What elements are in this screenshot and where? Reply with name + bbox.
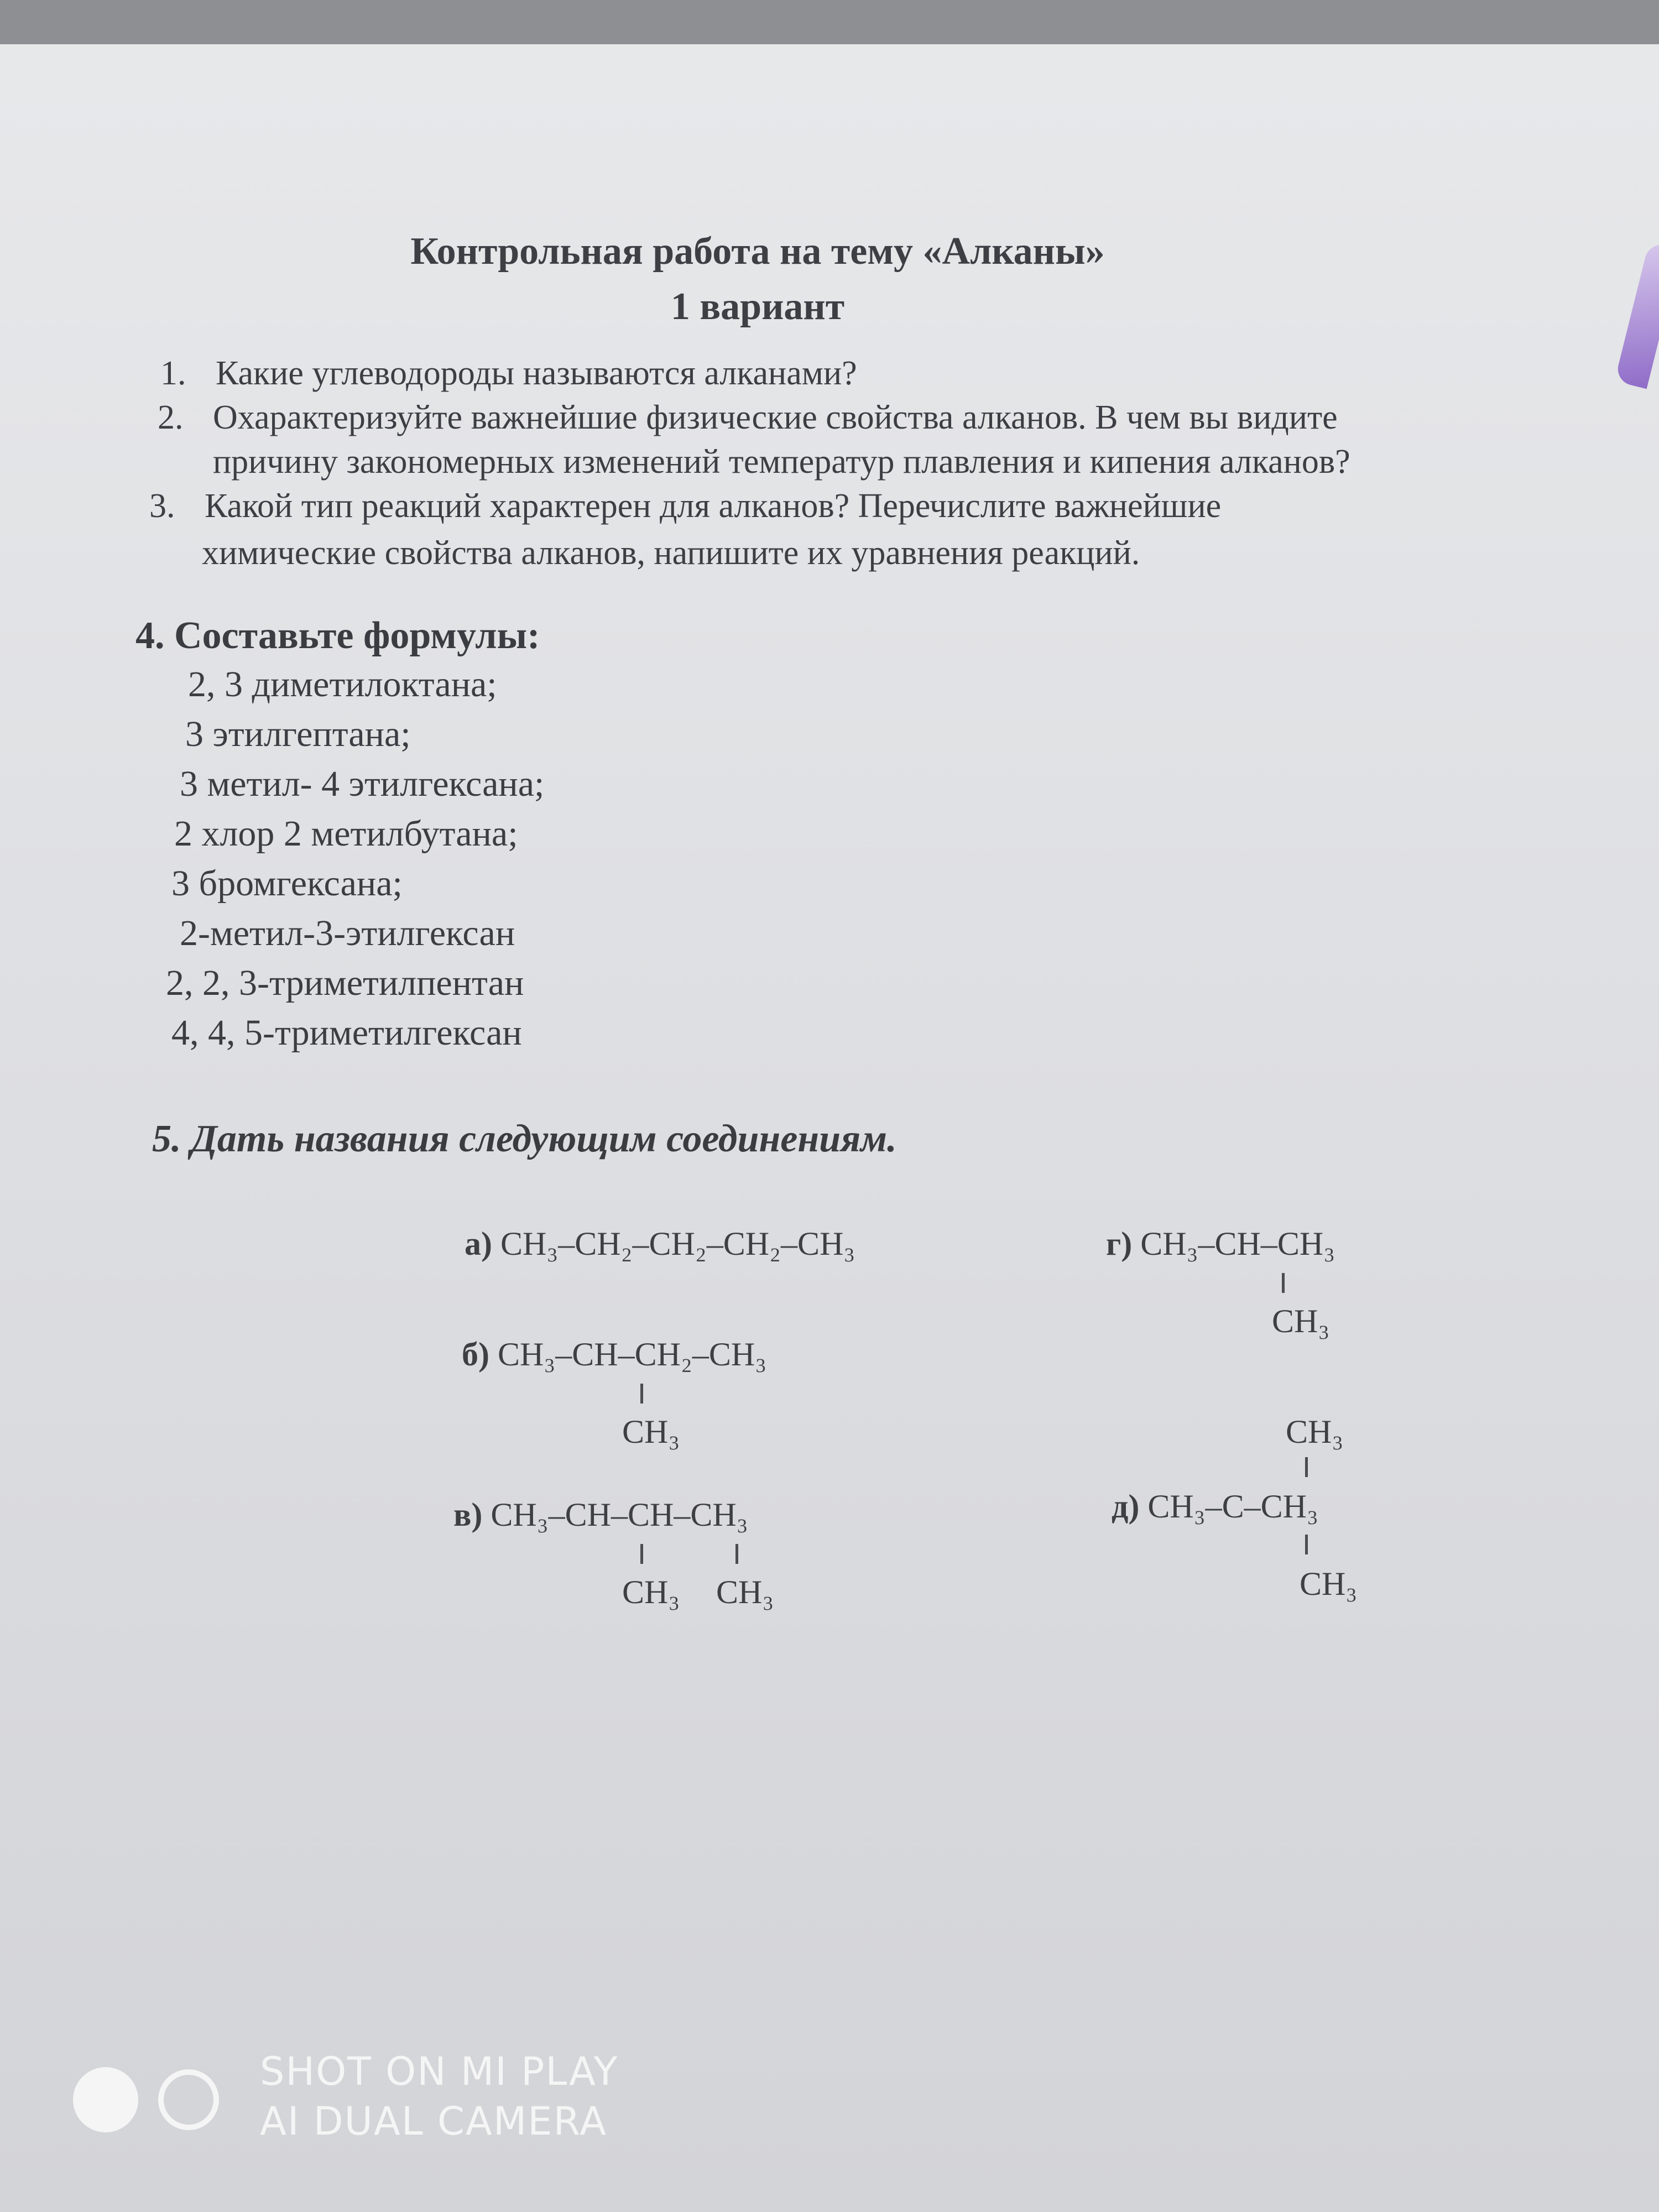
compound-b xyxy=(462,1335,766,1374)
bond-line xyxy=(640,1384,643,1404)
bond-line xyxy=(735,1544,738,1564)
variant-title: 1 вариант xyxy=(670,285,845,328)
question-1 xyxy=(160,354,857,393)
watermark-ring-icon xyxy=(158,2069,219,2130)
watermark-line-2: AI DUAL CAMERA xyxy=(260,2099,608,2144)
compound-label: г) xyxy=(1106,1225,1133,1262)
compound-g-branch: CH₃ xyxy=(1272,1303,1330,1339)
compound-formula: CH₃–C–CH₃ xyxy=(1147,1488,1318,1525)
question-number: 3. xyxy=(149,487,175,525)
compound-d-top-branch: CH₃ xyxy=(1286,1413,1344,1450)
formula-item: 2, 2, 3-триметилпентан xyxy=(166,963,524,1003)
compound-formula: CH₃–CH₂–CH₂–CH₂–CH₃ xyxy=(500,1225,855,1262)
compound-d xyxy=(1112,1488,1318,1526)
compound-v-branch-2: CH₃ xyxy=(716,1574,774,1610)
question-number: 2. xyxy=(158,399,184,436)
bond-line xyxy=(1305,1535,1308,1554)
watermark-line-1: SHOT ON MI PLAY xyxy=(260,2049,619,2094)
formula-item: 4, 4, 5-триметилгексан xyxy=(171,1013,522,1053)
compound-formula: CH₃–CH–CH–CH₃ xyxy=(491,1496,748,1533)
compound-a xyxy=(465,1225,855,1263)
compound-g xyxy=(1106,1225,1335,1263)
formula-item: 3 этилгептана; xyxy=(185,714,411,754)
formula-item: 2, 3 диметилоктана; xyxy=(188,664,497,705)
question-3-continued: химические свойства алканов, напишите их уравнения реакций. xyxy=(202,534,1140,572)
task4-heading: 4. Составьте формулы: xyxy=(135,614,540,657)
question-text: Какие углеводороды называются алканами? xyxy=(216,354,857,392)
compound-v-branch-1: CH₃ xyxy=(622,1574,680,1610)
formula-item: 3 метил- 4 этилгексана; xyxy=(180,764,545,804)
formula-item: 3 бромгексана; xyxy=(171,863,403,904)
compound-label: а) xyxy=(465,1225,492,1262)
compound-v xyxy=(453,1496,748,1534)
question-number: 1. xyxy=(160,354,186,392)
task5-heading: 5. Дать названия следующим соединениям. xyxy=(152,1118,897,1160)
watermark-filled-circle-icon xyxy=(73,2067,138,2132)
question-text: Какой тип реакций характерен для алканов? Перечислите важнейшие xyxy=(205,487,1222,525)
compound-formula: CH₃–CH–CH₃ xyxy=(1140,1225,1335,1262)
document-title: Контрольная работа на тему «Алканы» xyxy=(410,230,1105,273)
compound-label: б) xyxy=(462,1336,489,1373)
bond-line xyxy=(1282,1273,1285,1293)
bond-line xyxy=(1305,1457,1308,1477)
compound-formula: CH₃–CH–CH₂–CH₃ xyxy=(497,1336,767,1373)
question-3 xyxy=(149,487,1221,526)
bond-line xyxy=(640,1544,643,1564)
compound-label: д) xyxy=(1112,1488,1140,1525)
question-2-continued: причину закономерных изменений температур плавления и кипения алканов? xyxy=(213,443,1350,481)
compound-b-branch: CH₃ xyxy=(622,1413,680,1450)
compound-label: в) xyxy=(453,1496,483,1533)
question-text: Охарактеризуйте важнейшие физические свойства алканов. В чем вы видите xyxy=(213,399,1338,436)
question-2 xyxy=(158,398,1338,437)
compound-d-bottom-branch: CH₃ xyxy=(1300,1566,1358,1602)
formula-item: 2-метил-3-этилгексан xyxy=(180,913,515,953)
formula-item: 2 хлор 2 метилбутана; xyxy=(174,813,518,854)
